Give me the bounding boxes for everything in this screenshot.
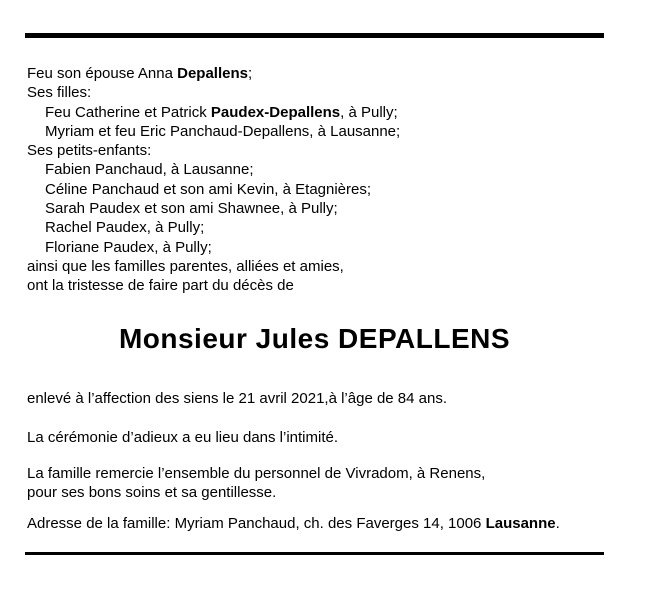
text-segment: Sarah Paudex et son ami Shawnee, à Pully;	[45, 200, 338, 218]
paragraph-ceremony	[27, 428, 338, 447]
text-segment: ;	[248, 65, 253, 82]
text-segment: Feu son épouse Anna	[27, 65, 178, 82]
text-segment: Rachel Paudex, à Pully;	[45, 219, 205, 237]
family-line	[27, 160, 400, 179]
deceased-name-title: Monsieur Jules DEPALLENS	[118, 323, 511, 354]
paragraph-line	[27, 483, 485, 502]
text-segment: ainsi que les familles parentes, alliées et amies,	[27, 257, 344, 275]
bold-name-segment: Depallens	[177, 65, 248, 82]
paragraph-line	[27, 514, 560, 533]
top-rule	[25, 33, 604, 38]
text-segment: ont la tristesse de faire part du décès de	[27, 277, 294, 295]
bold-name-segment: Paudex-Depallens	[210, 103, 341, 121]
family-list	[27, 64, 400, 296]
family-line	[27, 83, 400, 102]
text-segment: pour ses bons soins et sa gentillesse.	[27, 484, 277, 502]
text-segment: Myriam et feu Eric Panchaud-Depallens, à Lausanne;	[45, 122, 401, 140]
family-line	[27, 180, 400, 199]
text-segment: La cérémonie d’adieux a eu lieu dans l’intimité.	[27, 429, 339, 446]
family-line	[27, 257, 400, 276]
text-segment: Fabien Panchaud, à Lausanne;	[45, 161, 254, 179]
family-line	[27, 103, 400, 122]
paragraph-line	[27, 389, 447, 408]
text-segment: Ses petits-enfants:	[27, 142, 152, 160]
family-line	[27, 276, 400, 295]
text-segment: Céline Panchaud et son ami Kevin, à Etagnières;	[45, 180, 372, 198]
text-segment: La famille remercie l’ensemble du personnel de Vivradom, à Renens,	[27, 465, 486, 482]
paragraph-line	[27, 428, 338, 447]
text-segment: enlevé à l’affection des siens le 21 avril 2021,à l’âge de 84 ans.	[27, 390, 448, 407]
paragraph-death-date	[27, 389, 447, 408]
family-line	[27, 238, 400, 257]
text-segment: Feu Catherine et Patrick	[45, 103, 211, 121]
family-line	[27, 64, 400, 83]
text-segment: , à Pully;	[340, 103, 398, 121]
text-segment: Ses filles:	[27, 84, 92, 102]
paragraph-address	[27, 514, 560, 533]
paragraph-line	[27, 464, 485, 483]
family-line	[27, 122, 400, 141]
text-segment: Floriane Paudex, à Pully;	[45, 238, 212, 256]
family-line	[27, 141, 400, 160]
family-line	[27, 218, 400, 237]
family-line	[27, 199, 400, 218]
text-segment: .	[555, 515, 560, 532]
text-segment: Adresse de la famille: Myriam Panchaud, ch. des Faverges 14, 1006	[27, 515, 486, 532]
paragraph-thanks	[27, 464, 485, 503]
bottom-rule	[25, 552, 604, 555]
bold-name-segment: Lausanne	[485, 515, 556, 532]
